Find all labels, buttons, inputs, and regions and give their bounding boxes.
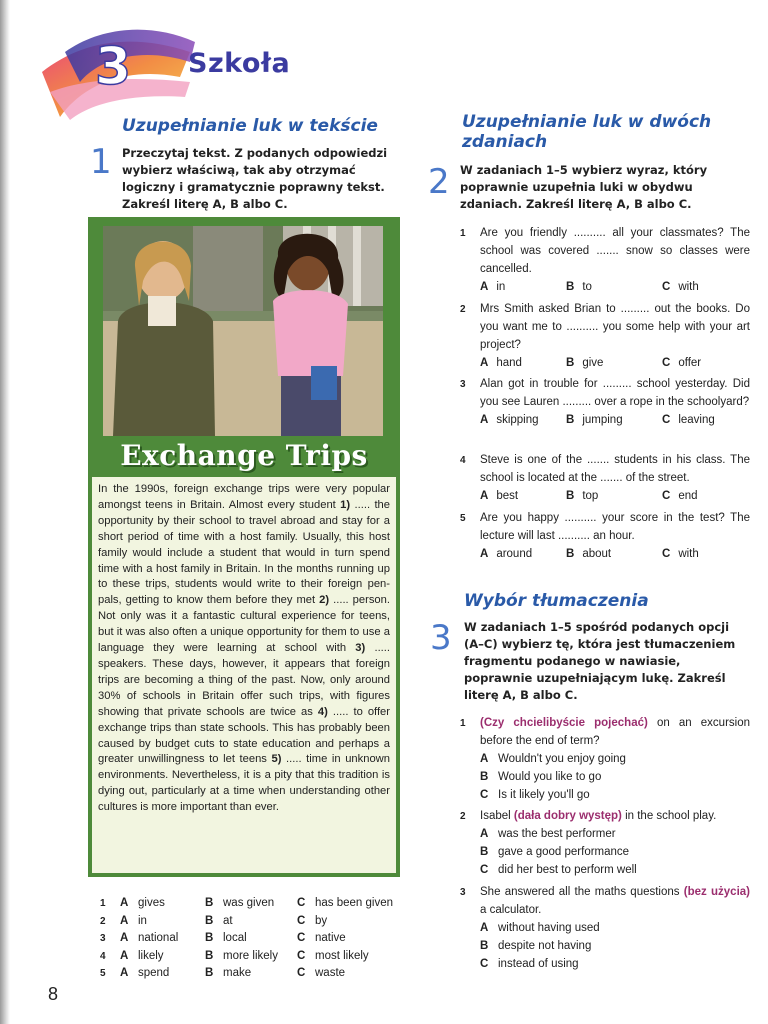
task-instruction-3: W zadaniach 1–5 spośród podanych opcji (A–C) wybierz tę, która jest tłumaczeniem fragmentu podanego w nawiasie, poprawnie uzupełniającym lukę. Zakreśl literę A, B albo C. — [464, 620, 736, 702]
gap-marker: 3) — [355, 642, 366, 655]
section-heading-translation: Wybór tłumaczenia — [464, 591, 649, 611]
chapter-title: Szkoła — [188, 48, 291, 79]
students-photo — [103, 226, 383, 436]
question-item: 4 Steve is one of the ....... students in his class. The school is located at the ....... of the street. A best B top C end — [460, 454, 750, 502]
question-item: 1 Are you friendly .......... all your classmates? The school was covered ....... snow so classes were cancelled. A in B to C with — [460, 227, 750, 293]
question-item: 2 Isabel (dała dobry występ) in the school play. A was the best performer B gave a good performance C did her best to perform well — [460, 810, 717, 876]
task-number-2: 2 — [428, 162, 450, 202]
page-number: 8 — [48, 984, 59, 1004]
question-item: 2 Mrs Smith asked Brian to ......... out the books. Do you want me to .......... you some help with your art project? A hand B give C offer — [460, 303, 750, 369]
question-item: 3 She answered all the maths questions (bez użycia) a calculator. A without having used B despite not having C instead of using — [460, 886, 750, 970]
article-banner-title: Exchange Trips — [120, 439, 368, 472]
question-item: 3 Alan got in trouble for ......... school yesterday. Did you see Lauren ......... over a rope in the schoolyard? A skipping B jumping C leaving — [460, 378, 750, 426]
task-number-1: 1 — [90, 142, 112, 182]
book-spine-shadow — [0, 0, 10, 1024]
chapter-badge-graphic — [40, 22, 200, 122]
gap-marker: 2) — [319, 594, 330, 607]
gap-marker: 1) — [340, 498, 351, 511]
task-number-3: 3 — [430, 618, 452, 658]
task-instruction-1: Przeczytaj tekst. Z podanych odpowiedzi wybierz właściwą, tak aby otrzymać logiczny i gramatycznie poprawny tekst. Zakreśl literę A, B albo C. — [122, 146, 388, 211]
section-heading-gap-fill: Uzupełnianie luk w tekście — [122, 116, 378, 136]
highlighted-phrase: (Czy chcielibyście pojechać) — [480, 717, 648, 729]
chapter-number: 3 — [95, 37, 132, 97]
article-frame — [88, 217, 400, 877]
gap-marker: 5) — [271, 753, 282, 766]
highlighted-phrase: (dała dobry występ) — [513, 810, 622, 822]
question-item: 1 (Czy chcielibyście pojechać) on an excursion before the end of term? A Wouldn't you enjoy going B Would you like to go C Is it likely you'll go — [460, 717, 751, 801]
section-heading-two-sentences: Uzupełnianie luk w dwóch zdaniach — [462, 112, 712, 152]
question-item: 5 Are you happy .......... your score in the test? The lecture will last .......... an hour. A around B about C with — [460, 512, 750, 560]
gap-marker: 4) — [317, 705, 328, 718]
task-instruction-2: W zadaniach 1–5 wybierz wyraz, który poprawnie uzupełnia luki w obydwu zdaniach. Zakreśl literę A, B albo C. — [460, 163, 708, 211]
highlighted-phrase: (bez użycia) — [683, 886, 750, 898]
article-text: In the 1990s, foreign exchange trips were very popular amongst teens in Britain. Almost every student 1) ..... the opportunity by their school to travel abroad and stay for a short period of time with a host family. Usually, this host family would include a student that would in turn spend time with a host family in Britain. In the months running up to these trips, students would write to their foreign pen-pals, getting to know them before they met 2) ..... person. Not only was it a fantastic cultural experience for teens, but it was also often a unique opportunity for them to use a language they were learning at school with 3) ..... speakers. These days, however, it appears that foreign trips are becoming a thing of the past. Now, only around 30% of schools in Britain offer such trips, with figures showing that private schools are twice as 4) ..... to offer exchange trips than state schools. This has probably been caused by budget cuts to state education and perhaps a greater unwillingness to let teens 5) ..... time in unknown environments. Nevertheless, it is a pity that this tradition is dying out, particularly at a time when understanding other cultures is more important than ever. — [92, 477, 396, 873]
